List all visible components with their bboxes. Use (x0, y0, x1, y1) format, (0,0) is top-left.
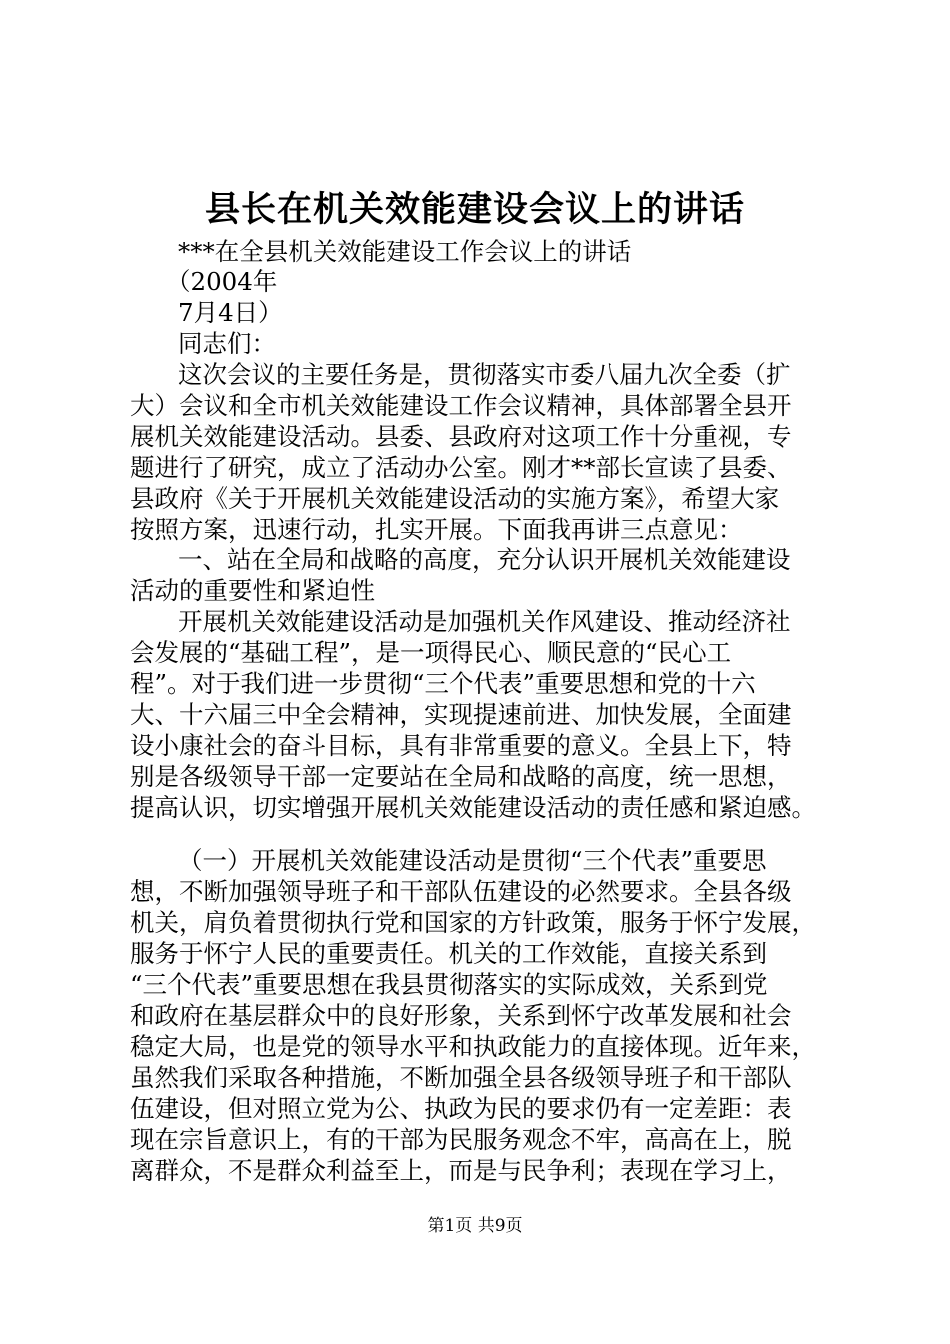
body-line: 展机关效能建设活动。县委、县政府对这项工作十分重视，专 (130, 422, 792, 451)
body-line: 别是各级领导干部一定要站在全局和战略的高度，统一思想， (130, 762, 792, 791)
body-line: 现在宗旨意识上，有的干部为民服务观念不牢，高高在上，脱 (130, 1125, 792, 1154)
subtitle-line: ***在全县机关效能建设工作会议上的讲话 (178, 237, 632, 266)
body-line: 县政府《关于开展机关效能建设活动的实施方案》，希望大家 (130, 484, 780, 513)
body-line: 大）会议和全市机关效能建设工作会议精神，具体部署全县开 (130, 391, 792, 420)
body-line: 稳定大局，也是党的领导水平和执政能力的直接体现。近年来， (130, 1032, 816, 1061)
body-line: 服务于怀宁人民的重要责任。机关的工作效能，直接关系到 (130, 939, 767, 968)
body-line: 离群众，不是群众利益至上，而是与民争利；表现在学习上， (130, 1156, 792, 1185)
date-line-day: 7月4日） (178, 298, 283, 327)
body-line: 想，不断加强领导班子和干部队伍建设的必然要求。全县各级 (130, 877, 792, 906)
body-line: 伍建设，但对照立党为公、执政为民的要求仍有一定差距：表 (130, 1094, 792, 1123)
document-title: 县长在机关效能建设会议上的讲话 (204, 189, 745, 230)
body-line: 虽然我们采取各种措施，不断加强全县各级领导班子和干部队 (130, 1063, 792, 1092)
body-line: 会发展的“基础工程”，是一项得民心、顺民意的“民心工 (130, 638, 732, 667)
page-number: 第1页 共9页 (427, 1216, 523, 1236)
body-line: 设小康社会的奋斗目标，具有非常重要的意义。全县上下，特 (130, 731, 792, 760)
body-line: 程”。对于我们进一步贯彻“三个代表”重要思想和党的十六 (130, 669, 756, 698)
body-line: （一）开展机关效能建设活动是贯彻“三个代表”重要思 (178, 846, 767, 875)
body-line: 和政府在基层群众中的良好形象，关系到怀宁改革发展和社会 (130, 1001, 792, 1030)
body-line: 题进行了研究，成立了活动办公室。刚才**部长宣读了县委、 (130, 453, 792, 482)
salutation: 同志们： (178, 329, 276, 358)
body-line: 机关，肩负着贯彻执行党和国家的方针政策，服务于怀宁发展， (130, 908, 816, 937)
body-line: “三个代表”重要思想在我县贯彻落实的实际成效，关系到党 (130, 970, 768, 999)
body-line: 开展机关效能建设活动是加强机关作风建设、推动经济社 (178, 607, 791, 636)
date-line-year: （2004年 (166, 267, 278, 296)
section-heading: 活动的重要性和紧迫性 (130, 576, 375, 605)
section-heading: 一、站在全局和战略的高度，充分认识开展机关效能建设 (178, 545, 791, 574)
body-line: 按照方案，迅速行动，扎实开展。下面我再讲三点意见： (130, 515, 743, 544)
body-line: 这次会议的主要任务是，贯彻落实市委八届九次全委（扩 (178, 360, 791, 389)
body-line: 提高认识，切实增强开展机关效能建设活动的责任感和紧迫感。 (130, 793, 816, 822)
body-line: 大、十六届三中全会精神，实现提速前进、加快发展，全面建 (130, 700, 792, 729)
